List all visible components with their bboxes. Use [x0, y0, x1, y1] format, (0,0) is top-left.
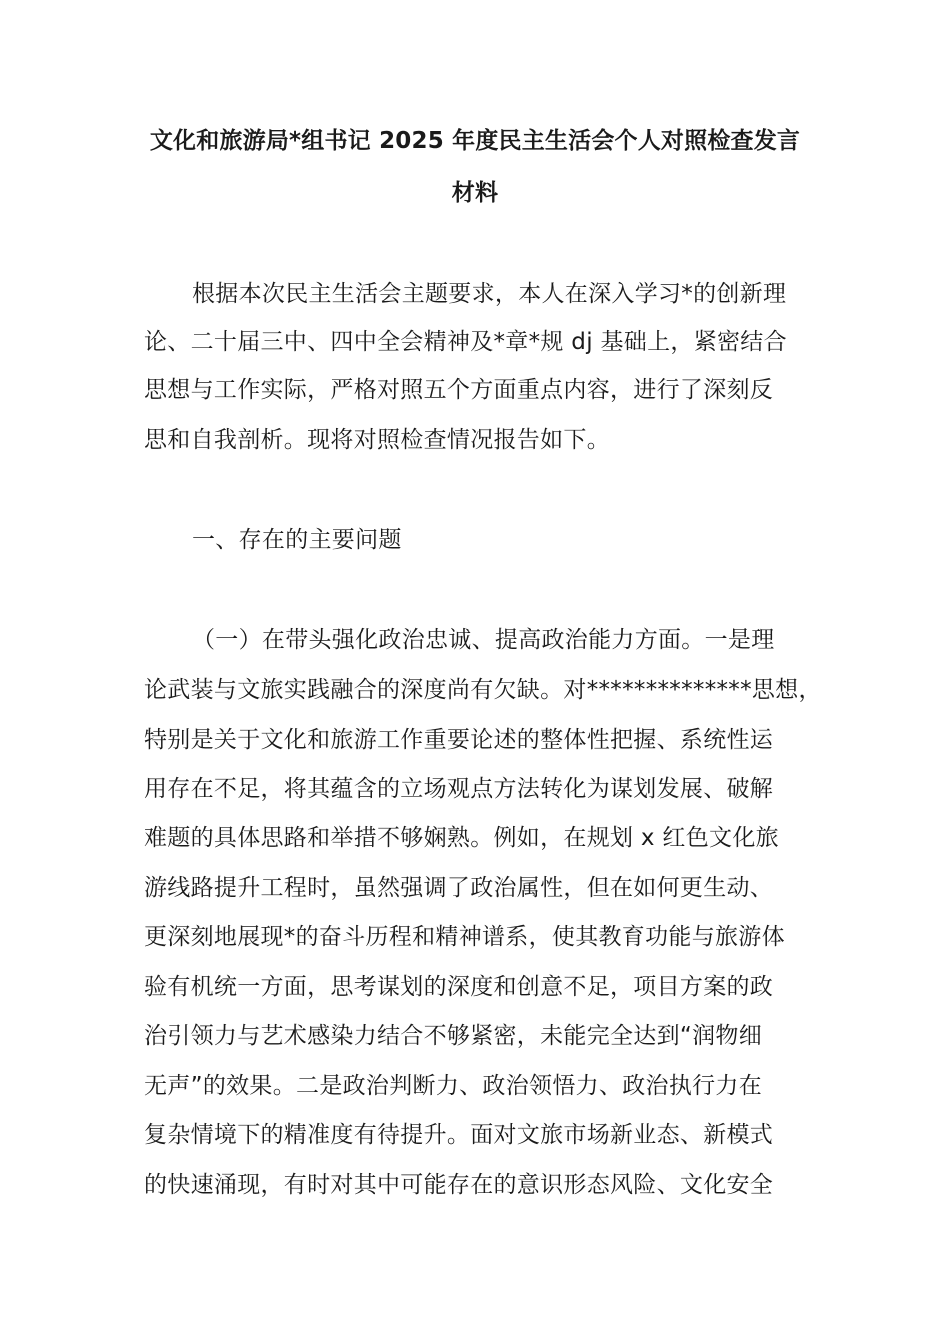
subsection-paragraph-line: 难题的具体思路和举措不够娴熟。例如，在规划 x 红色文化旅: [144, 825, 779, 851]
subsection-paragraph-line: 论武装与文旅实践融合的深度尚有欠缺。对**************思想，: [144, 677, 822, 703]
subsection-paragraph-line: 复杂情境下的精准度有待提升。面对文旅市场新业态、新模式: [144, 1122, 774, 1148]
subsection-paragraph-line: 无声”的效果。二是政治判断力、政治领悟力、政治执行力在: [144, 1073, 763, 1099]
document-title-line-1: 文化和旅游局*组书记 2025 年度民主生活会个人对照检查发言: [149, 128, 801, 154]
section-heading: 一、存在的主要问题: [192, 527, 402, 553]
subsection-paragraph-line: 更深刻地展现*的奋斗历程和精神谱系，使其教育功能与旅游体: [144, 924, 785, 950]
document-title-line-2: 材料: [451, 180, 499, 206]
subsection-paragraph-line: 验有机统一方面，思考谋划的深度和创意不足，项目方案的政: [144, 974, 774, 1000]
subsection-paragraph-line: （一）在带头强化政治忠诚、提高政治能力方面。一是理: [192, 627, 775, 653]
intro-paragraph-line: 根据本次民主生活会主题要求，本人在深入学习*的创新理: [192, 281, 787, 307]
intro-paragraph-line: 论、二十届三中、四中全会精神及*章*规 dj 基础上，紧密结合: [144, 329, 787, 355]
subsection-paragraph-line: 治引领力与艺术感染力结合不够紧密，未能完全达到“润物细: [144, 1023, 763, 1049]
subsection-paragraph-line: 的快速涌现，有时对其中可能存在的意识形态风险、文化安全: [144, 1172, 774, 1198]
intro-paragraph-line: 思和自我剖析。现将对照检查情况报告如下。: [144, 427, 610, 453]
subsection-paragraph-line: 用存在不足，将其蕴含的立场观点方法转化为谋划发展、破解: [144, 776, 774, 802]
intro-paragraph-line: 思想与工作实际，严格对照五个方面重点内容，进行了深刻反: [144, 377, 774, 403]
subsection-paragraph-line: 游线路提升工程时，虽然强调了政治属性，但在如何更生动、: [144, 875, 774, 901]
subsection-paragraph-line: 特别是关于文化和旅游工作重要论述的整体性把握、系统性运: [144, 727, 774, 753]
